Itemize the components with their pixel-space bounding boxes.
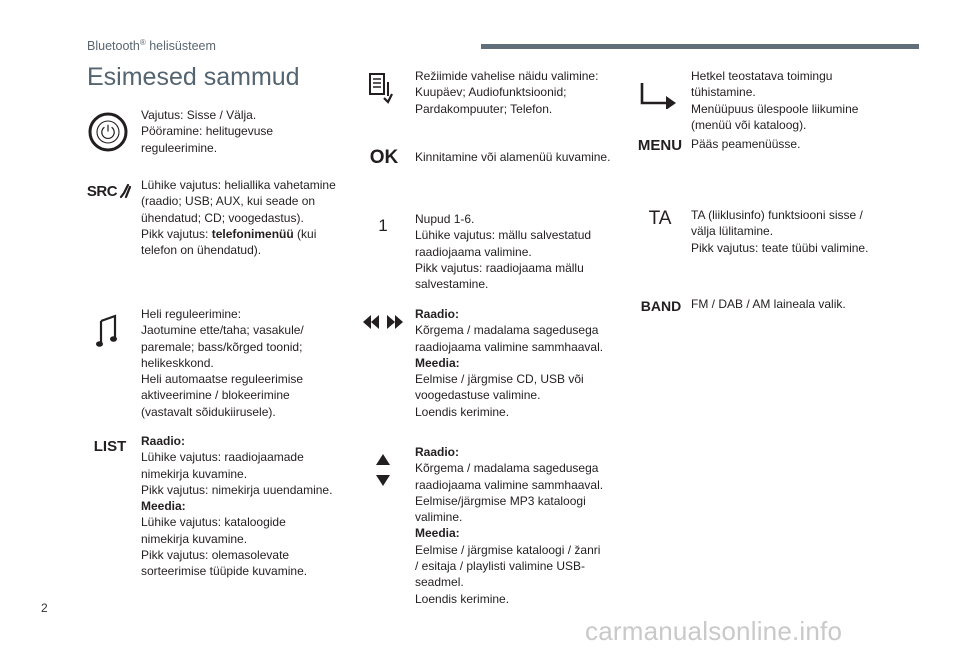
- page-title: Esimesed sammud: [87, 63, 300, 91]
- description-line: paremale; bass/kõrged toonid;: [141, 339, 303, 354]
- description-line: Pikk vajutus: raadiojaama mällu: [415, 260, 584, 275]
- src-label: SRC: [86, 182, 118, 200]
- list-button-icon: LIST: [93, 437, 127, 455]
- description-line: nimekirja kuvamine.: [141, 466, 248, 481]
- sound-settings-description: [141, 306, 304, 420]
- description-line: Jaotumine ette/taha; vasakule/: [141, 323, 304, 338]
- page-number: 2: [41, 601, 48, 615]
- watermark-text: carmanualsonline.info: [585, 616, 843, 646]
- description-line: Pööramine: helitugevuse: [141, 124, 274, 139]
- description-line: Pardakompuuter; Telefon.: [415, 101, 553, 116]
- description-line: Kõrgema / madalama sagedusega: [415, 461, 599, 476]
- list-description: [141, 433, 332, 580]
- description-line: aktiveerimine / blokeerimine: [141, 388, 290, 403]
- description-line: (vastavalt sõidukiirusele).: [141, 404, 276, 419]
- up-down-arrows-icon: [373, 452, 393, 488]
- description-line: Raadio:: [141, 434, 186, 448]
- back-arrow-icon: [636, 76, 680, 110]
- description-line: Loendis kerimine.: [415, 591, 510, 606]
- description-line: Nupud 1-6.: [415, 212, 475, 226]
- description-line: raadiojaama valimine.: [415, 244, 532, 259]
- description-line: TA (liiklusinfo) funktsiooni sisse /: [691, 208, 863, 222]
- description-line: raadiojaama valimine sammhaaval.: [415, 477, 604, 492]
- description-line: tühistamine.: [691, 85, 756, 100]
- band-button-icon: BAND: [640, 298, 682, 314]
- description-line: Pääs peamenüüsse.: [691, 137, 801, 151]
- description-line: sorteerimise tüüpide kuvamine.: [141, 564, 308, 579]
- ok-description: [415, 149, 610, 165]
- description-line: Hetkel teostatava toimingu: [691, 69, 833, 83]
- header-brand: Bluetooth: [87, 39, 140, 54]
- description-line: Lühike vajutus: mällu salvestatud: [415, 228, 592, 243]
- description-line: Eelmise / järgmise CD, USB või: [415, 372, 584, 387]
- phone-handset-icon: [119, 183, 133, 199]
- power-description: [141, 107, 273, 156]
- description-line: raadiojaama valimine sammhaaval.: [415, 339, 604, 354]
- description-line: Loendis kerimine.: [415, 404, 510, 419]
- description-line: seadmel.: [415, 575, 464, 590]
- description-line: Menüüpuus ülespoole liikumine: [691, 101, 859, 116]
- description-line: Meedia:: [141, 499, 186, 514]
- registered-mark: ®: [139, 38, 146, 47]
- description-line: Pikk vajutus: olemasolevate: [141, 548, 290, 563]
- description-line: / esitaja / playlisti valimine USB-: [415, 559, 586, 574]
- description-line: Kinnitamine või alamenüü kuvamine.: [415, 150, 611, 164]
- description-line: salvestamine.: [415, 277, 489, 292]
- description-line: Pikk vajutus:: [141, 226, 212, 241]
- description-line: Raadio:: [415, 307, 460, 321]
- header-rest: helisüsteem: [145, 39, 216, 54]
- description-line: reguleerimine.: [141, 140, 218, 155]
- description-line: Eelmise / järgmise kataloogi / žanri: [415, 542, 601, 557]
- menu-button-icon: MENU: [637, 136, 683, 154]
- description-line: (kui: [293, 226, 317, 241]
- description-line: Pikk vajutus: teate tüübi valimine.: [691, 240, 869, 255]
- up-down-description: [415, 444, 603, 607]
- description-line: Heli automaatse reguleerimise: [141, 372, 304, 387]
- description-line: (menüü või kataloog).: [691, 117, 807, 132]
- band-description: [691, 296, 846, 312]
- description-line: voogedastuse valimine.: [415, 388, 541, 403]
- description-line: Meedia:: [415, 355, 460, 370]
- presets-description: [415, 211, 591, 292]
- description-line: ühendatud; CD; voogedastus).: [141, 210, 304, 225]
- display-mode-description: [415, 68, 598, 117]
- ta-button-icon: TA: [648, 208, 672, 229]
- description-line: Lühike vajutus: heliallika vahetamine: [141, 178, 336, 192]
- ta-description: [691, 207, 868, 256]
- seek-description: [415, 306, 603, 420]
- display-mode-icon: [366, 70, 396, 108]
- description-line: Raadio:: [415, 445, 460, 459]
- music-note-icon: [94, 311, 120, 351]
- src-phone-icon: [86, 180, 134, 202]
- description-line: Vajutus: Sisse / Välja.: [141, 108, 257, 122]
- description-line: Kõrgema / madalama sagedusega: [415, 323, 599, 338]
- src-description: [141, 177, 336, 258]
- description-line: valimine.: [415, 510, 463, 525]
- description-line: telefonimenüü: [211, 226, 294, 241]
- description-line: Lühike vajutus: kataloogide: [141, 515, 286, 530]
- description-line: nimekirja kuvamine.: [141, 531, 248, 546]
- description-line: välja lülitamine.: [691, 224, 774, 239]
- menu-description: [691, 136, 800, 152]
- description-line: Režiimide vahelise näidu valimine:: [415, 69, 599, 83]
- power-button-icon: [86, 110, 130, 154]
- back-description: [691, 68, 858, 133]
- preset-one-icon: 1: [378, 216, 388, 235]
- description-line: [141, 226, 336, 242]
- description-line: FM / DAB / AM laineala valik.: [691, 297, 846, 311]
- description-line: Heli reguleerimine:: [141, 307, 242, 321]
- ok-button-icon: OK: [369, 147, 399, 168]
- description-line: (raadio; USB; AUX, kui seade on: [141, 194, 316, 209]
- header-divider-bar: [481, 44, 919, 49]
- description-line: telefon on ühendatud).: [141, 243, 262, 258]
- description-line: Lühike vajutus: raadiojaamade: [141, 450, 304, 465]
- description-line: Meedia:: [415, 526, 460, 541]
- section-header: [87, 38, 216, 53]
- description-line: Eelmise/järgmise MP3 kataloogi: [415, 493, 586, 508]
- seek-arrows-icon: [362, 313, 412, 331]
- description-line: Pikk vajutus: nimekirja uuendamine.: [141, 482, 333, 497]
- description-line: helikeskkond.: [141, 355, 214, 370]
- description-line: Kuupäev; Audiofunktsioonid;: [415, 85, 567, 100]
